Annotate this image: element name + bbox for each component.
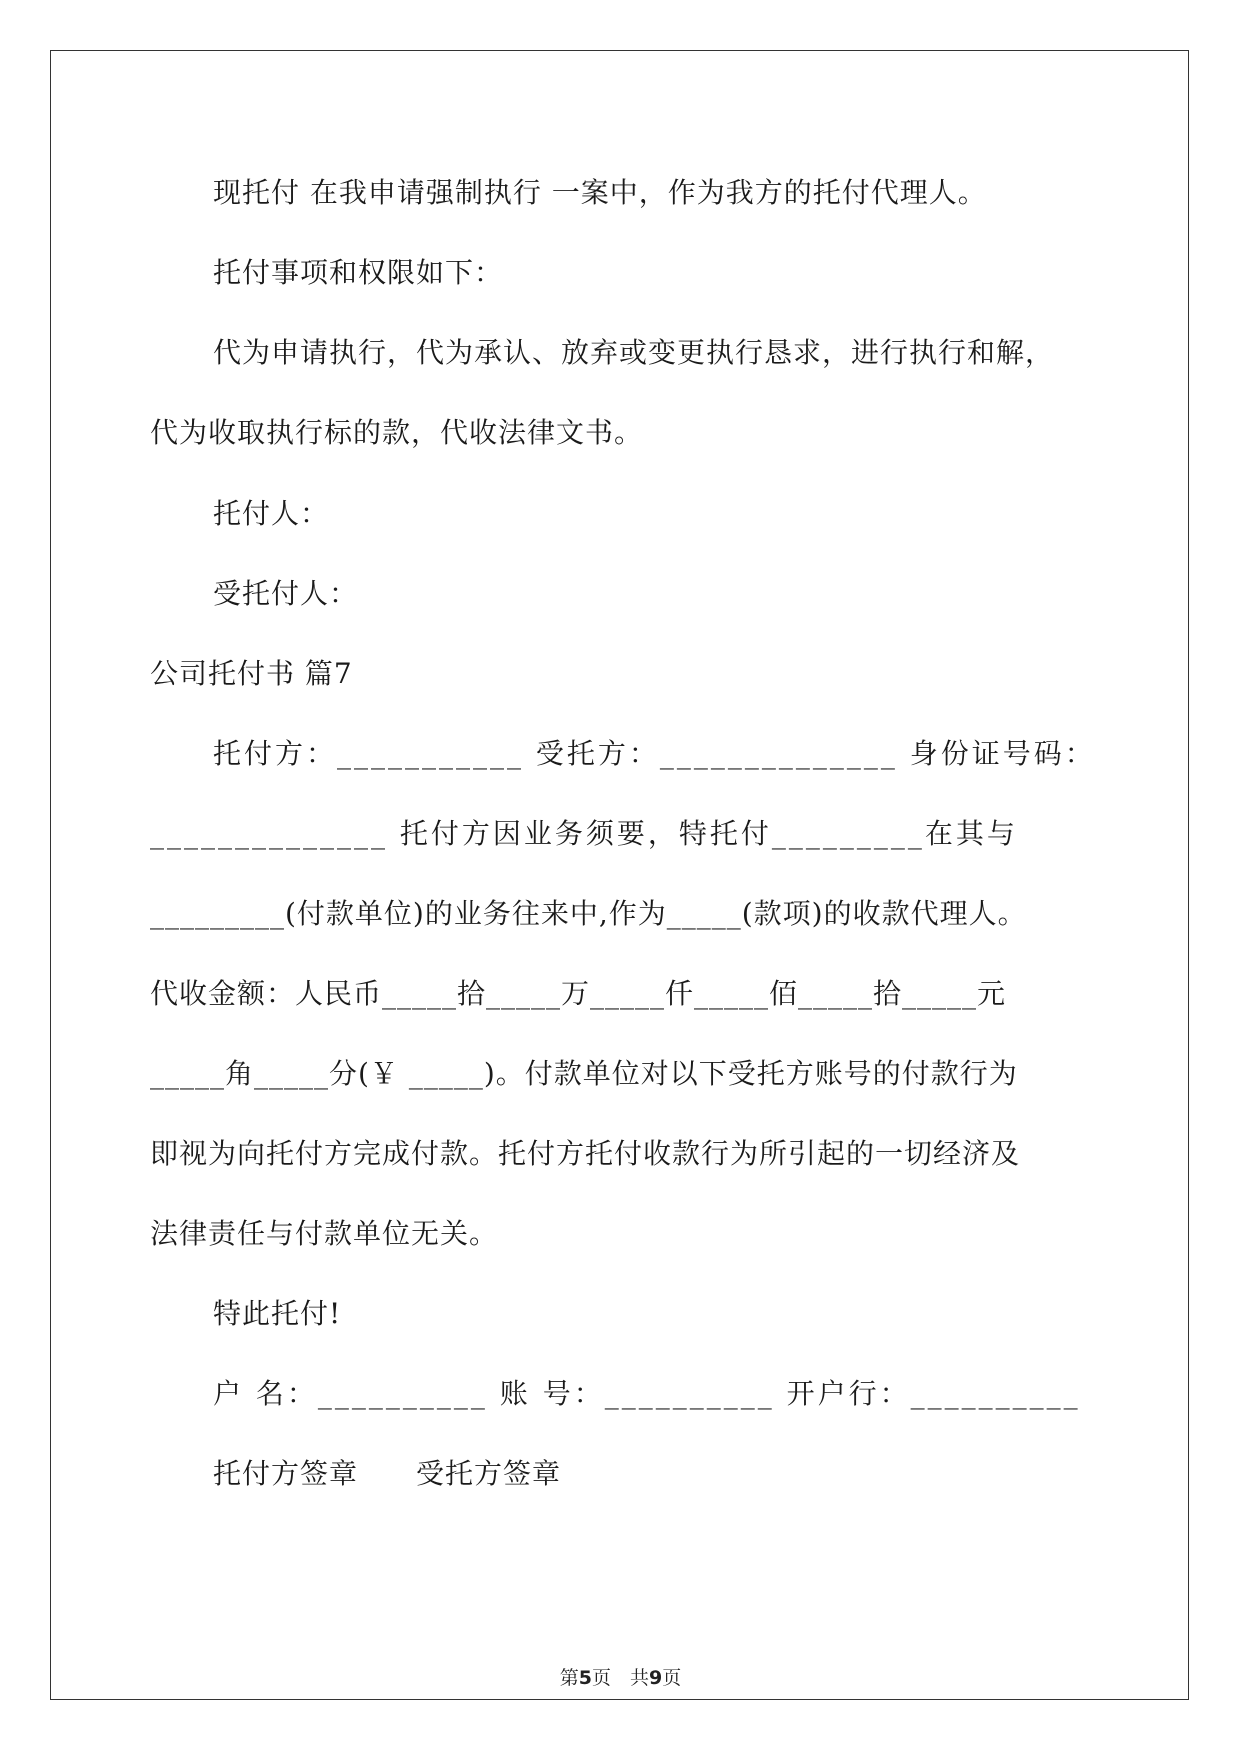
paragraph-line-2: 托付事项和权限如下：	[213, 256, 504, 289]
paragraph-line-15: 特此托付!	[213, 1297, 342, 1330]
paragraph-line-1: 现托付 在我申请强制执行 一案中，作为我方的托付代理人。	[213, 176, 987, 209]
paragraph-line-4: 代为收取执行标的款，代收法律文书。	[150, 416, 644, 449]
paragraph-line-5: 托付人：	[213, 497, 330, 530]
footer-current-page: 5	[578, 1667, 592, 1689]
paragraph-line-13: 即视为向托付方完成付款。托付方托付收款行为所引起的一切经济及	[150, 1137, 1021, 1170]
footer-mid: 页 共	[591, 1667, 649, 1689]
page-footer	[0, 1666, 1241, 1690]
paragraph-line-10: _________(付款单位)的业务往来中,作为_____(款项)的收款代理人。	[150, 897, 1027, 930]
page-border	[50, 50, 1189, 1700]
footer-total-pages: 9	[649, 1667, 663, 1689]
paragraph-line-8: 托付方：___________ 受托方：______________ 身份证号码：	[213, 737, 1096, 770]
section-heading: 公司托付书 篇7	[150, 657, 353, 690]
paragraph-line-14: 法律责任与付款单位无关。	[150, 1217, 499, 1250]
signature-line: 托付方签章 受托方签章	[213, 1457, 562, 1490]
account-info-line: 户 名：__________ 账 号：__________ 开户行：__________	[213, 1377, 1081, 1410]
paragraph-line-9: ______________ 托付方因业务须要，特托付_________在其与	[150, 817, 1018, 850]
paragraph-line-6: 受托付人：	[213, 577, 359, 610]
footer-suffix: 页	[662, 1667, 682, 1689]
paragraph-line-11: 代收金额：人民币_____拾_____万_____仟_____佰_____拾_____元	[150, 977, 1007, 1010]
paragraph-line-12: _____角_____分(￥ _____)。付款单位对以下受托方账号的付款行为	[150, 1057, 1018, 1090]
paragraph-line-3: 代为申请执行，代为承认、放弃或变更执行恳求，进行执行和解，	[213, 336, 1055, 369]
footer-prefix: 第	[559, 1667, 579, 1689]
